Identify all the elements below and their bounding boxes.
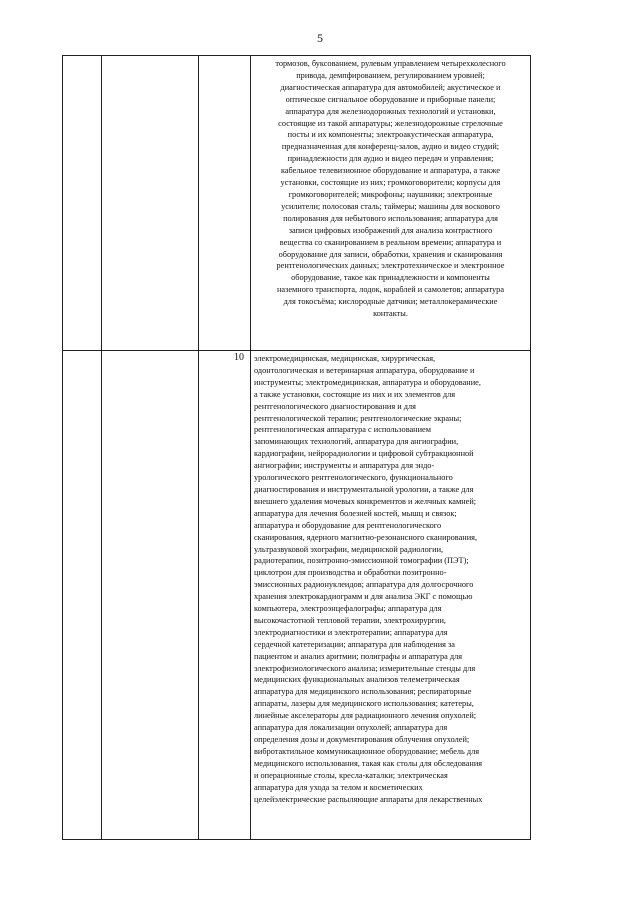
text-line: аппаратура для медицинского использования; респираторные: [254, 687, 472, 697]
text-line: запоминающих технологий, аппаратура для ангиографии,: [254, 437, 459, 447]
text-line: тормозов, буксованием, рулевым управлением четырехколесного: [275, 59, 506, 68]
text-line: диагностирования и инструментальной урологии, а также для: [254, 484, 474, 494]
text-line: рентгенологических данных; электротехническое и электронное: [276, 261, 505, 271]
text-line: аппаратура для железнодорожных технологий и установки,: [285, 106, 496, 116]
text-line: громкоговорителей; микрофоны; наушники; электронные: [288, 189, 493, 199]
text-line: аппаратура для локализации опухолей; аппаратура для: [254, 723, 448, 733]
text-line: установки, состоящие из них; громкоговорители; корпусы для: [280, 178, 501, 188]
cell-goods-list: [251, 56, 531, 351]
text-line: компьютера, электроэнцефалографы; аппаратура для: [254, 604, 442, 614]
text-line: аппаратура для ухода за телом и косметических: [254, 782, 423, 792]
text-line: аппаратура и оборудование для рентгенологического: [254, 520, 442, 530]
text-line: полирования для небытового использования; аппаратура для: [283, 213, 498, 223]
class-number: [199, 56, 250, 57]
text-line: электродиагностики и электротерапии; аппаратура для: [254, 627, 448, 637]
text-line: сканирования, ядерного магнитно-резонансного сканирования,: [254, 532, 478, 542]
text-line: электрофизиологического анализа; измерительные стенды для: [254, 663, 476, 673]
text-line: предназначенная для конференц-залов, аудио и видео студий;: [281, 142, 500, 152]
text-line: аппараты, лазеры для медицинского использования; катетеры,: [254, 699, 474, 709]
text-line: оптическое сигнальное оборудование и приборные панели;: [285, 94, 496, 104]
text-line: привода, демпфированием, регулированием уровней;: [296, 70, 485, 80]
goods-classification-table: [62, 55, 531, 840]
class-number: 10: [234, 352, 244, 363]
text-line: эмиссионных радионуклеидов; аппаратура для долгосрочного: [254, 580, 474, 590]
text-line: циклотрон для производства и обработки позитронно-: [254, 568, 447, 578]
text-line: принадлежности для аудио и видео передач и управления;: [287, 154, 494, 164]
text-line: ультразвуковой эхографии, медицинской радиологии,: [254, 544, 444, 554]
goods-list-text: [251, 351, 530, 805]
cell-mark: [102, 56, 199, 351]
text-line: кардиографии, нейрорадиологии и цифровой субтракционной: [254, 449, 474, 459]
text-line: высокочастотной тепловой терапии, электрохирургии,: [254, 615, 447, 625]
text-line: аппаратура для лечения болезней костей, мышц и связок;: [254, 508, 457, 518]
cell-index: [63, 56, 102, 351]
text-line: целейэлектрические распыляющие аппараты для лекарственных: [254, 794, 483, 804]
text-line: линейные акселераторы для радиационного лечения опухолей;: [254, 711, 477, 721]
text-line: определения дозы и документирования облучения опухолей;: [254, 735, 470, 744]
cell-mark: [102, 351, 199, 840]
cell-goods-list: [251, 351, 531, 840]
text-line: диагностическая аппаратура для автомобилей; акустическое и: [280, 82, 501, 92]
cell-class-number: [199, 351, 251, 840]
goods-list-text: [251, 56, 530, 320]
cell-class-number: [199, 56, 251, 351]
text-line: медицинского использования, такая как столы для обследования: [254, 758, 483, 768]
text-line: рентгенологической терапии; рентгенологические экраны;: [254, 413, 462, 423]
text-line: вещества со сканированием в реальном времени; аппаратура и: [279, 237, 502, 247]
text-line: оборудование, такое как принадлежности и компоненты: [291, 273, 490, 283]
text-line: одонтологическая и ветеринарная аппаратура, оборудование и: [254, 365, 475, 375]
text-line: рентгенологическая аппаратура с использованием: [254, 425, 431, 435]
text-line: оборудование для записи, обработки, хранения и сканирования: [278, 249, 503, 259]
text-line: радиотерапии, позитронно-эмиссионной томографии (ПЭТ);: [254, 556, 469, 566]
text-line: усилители; полосовая сталь; таймеры; машины для воскового: [281, 201, 500, 211]
text-line: для токосъёма; кислородные датчики; металлокерамические: [283, 297, 498, 307]
text-line: кабельное телевизионное оборудование и аппаратура, а также: [280, 166, 501, 176]
text-line: внешнего удаления мочевых конкрементов и желчных камней;: [254, 496, 477, 506]
text-line: урологического рентгенологического, функционального: [254, 473, 453, 483]
table-row: [63, 56, 531, 351]
text-line: и операционные столы, кресла-каталки; электрическая: [254, 770, 448, 780]
text-line: сердечной катетеризации; аппаратура для наблюдения за: [254, 639, 455, 649]
text-line: инструменты; электромедицинская, аппаратура и оборудование,: [254, 377, 481, 387]
text-line: наземного транспорта, лодок, кораблей и самолетов; аппаратура: [276, 285, 505, 295]
table-row: [63, 351, 531, 840]
page-number: 5: [317, 31, 323, 45]
text-line: хранения электрокардиограмм и для анализа ЭКГ с помощью: [254, 592, 473, 602]
text-line: состоящие из такой аппаратуры; железнодорожные стрелочные: [278, 118, 503, 128]
cell-index: [63, 351, 102, 840]
text-line: рентгенологического диагностирования и для: [254, 401, 416, 411]
text-line: записи цифровых изображений для анализа контрастного: [288, 225, 493, 235]
text-line: медицинских функциональных анализов телеметрическая: [254, 675, 460, 685]
text-line: посты и их компоненты; электроакустическая аппаратура,: [287, 130, 494, 140]
text-line: контакты.: [373, 309, 408, 319]
text-line: ангиографии; инструменты и аппаратура для эндо-: [254, 461, 435, 471]
text-line: электромедицинская, медицинская, хирургическая,: [254, 354, 436, 363]
text-line: а также установки, состоящие из них и их элементов для: [254, 389, 456, 399]
text-line: вибротактильное коммуникационное оборудование; мебель для: [254, 746, 480, 756]
text-line: пациентом и анализ аритмии; полиграфы и аппаратура для: [254, 651, 463, 661]
